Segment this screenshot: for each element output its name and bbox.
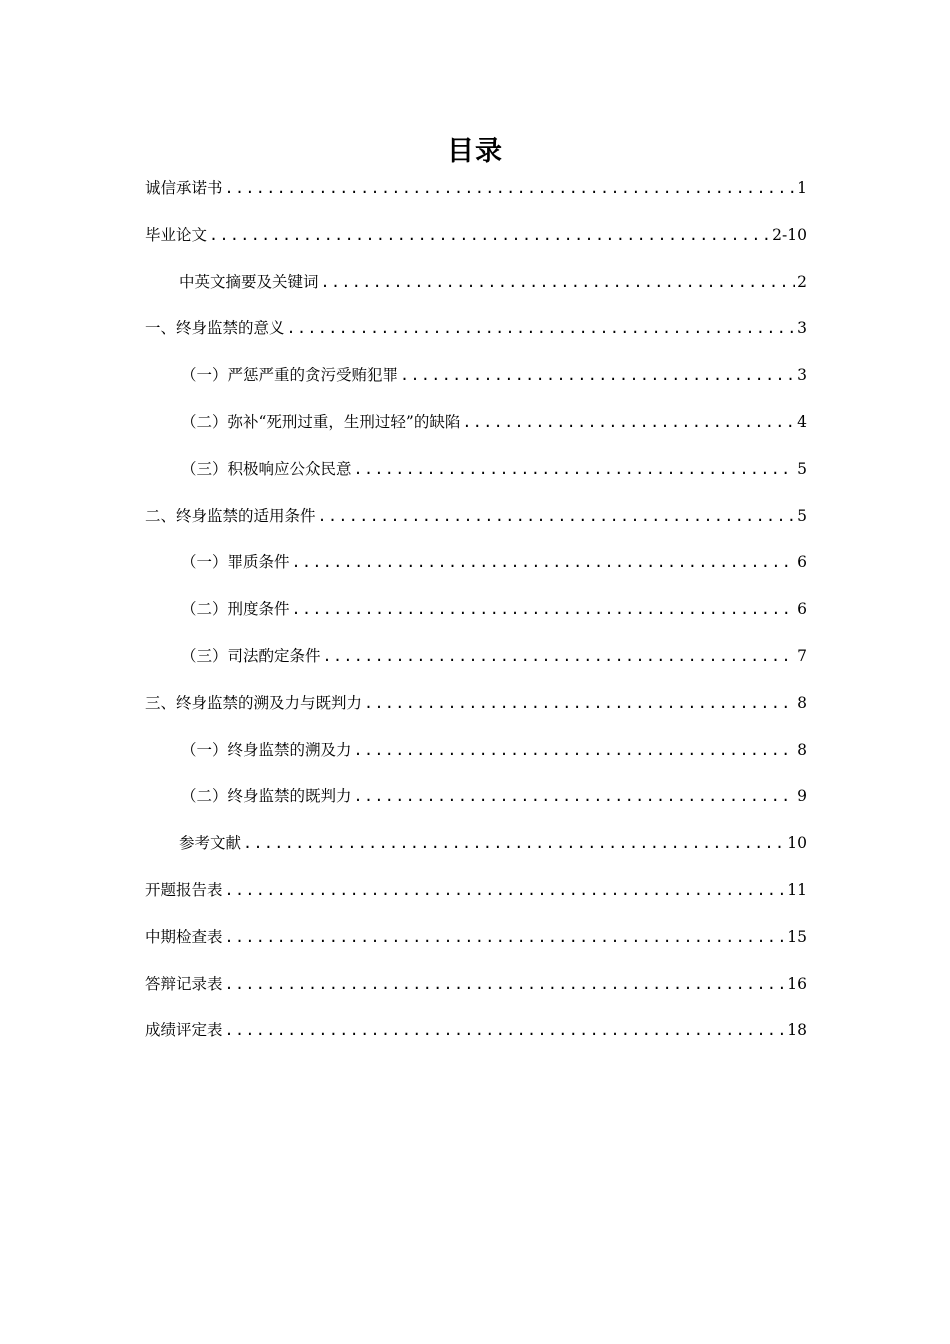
toc-dot-leader bbox=[318, 500, 796, 532]
toc-entry-page: 3 bbox=[797, 366, 807, 385]
toc-entry-page: 2 bbox=[797, 272, 807, 291]
toc-entry-label: 开题报告表 bbox=[145, 880, 223, 899]
toc-entry-page: 6 bbox=[797, 600, 807, 619]
toc-entry[interactable] bbox=[145, 172, 807, 219]
toc-entry[interactable] bbox=[145, 640, 807, 687]
toc-entry-label: （三）司法酌定条件 bbox=[181, 646, 321, 665]
toc-dot-leader bbox=[225, 1014, 786, 1046]
toc-list bbox=[145, 172, 807, 1061]
toc-entry-page: 3 bbox=[797, 319, 807, 338]
toc-entry-label: （二）刑度条件 bbox=[181, 600, 290, 619]
toc-entry[interactable] bbox=[145, 874, 807, 921]
toc-entry-label: （一）终身监禁的溯及力 bbox=[181, 740, 352, 759]
toc-entry-label: （一）罪质条件 bbox=[181, 553, 290, 572]
toc-entry-label: 毕业论文 bbox=[145, 225, 208, 244]
toc-entry[interactable] bbox=[145, 1014, 807, 1061]
toc-entry-label: 三、终身监禁的溯及力与既判力 bbox=[145, 693, 363, 712]
toc-entry-label: 答辩记录表 bbox=[145, 974, 223, 993]
toc-entry[interactable] bbox=[145, 687, 807, 734]
toc-entry-label: （二）终身监禁的既判力 bbox=[181, 787, 352, 806]
toc-entry-label: 中英文摘要及关键词 bbox=[179, 272, 319, 291]
toc-entry-page: 5 bbox=[797, 506, 807, 525]
toc-entry[interactable] bbox=[145, 500, 807, 547]
toc-entry-page: 18 bbox=[787, 1021, 807, 1040]
toc-dot-leader bbox=[354, 780, 796, 812]
toc-dot-leader bbox=[287, 312, 796, 344]
toc-entry[interactable] bbox=[145, 219, 807, 266]
toc-entry-label: （一）严惩严重的贪污受贿犯罪 bbox=[181, 366, 399, 385]
toc-entry[interactable] bbox=[145, 827, 807, 874]
toc-entry-page: 8 bbox=[797, 693, 807, 712]
toc-dot-leader bbox=[321, 266, 796, 298]
toc-dot-leader bbox=[225, 968, 786, 1000]
toc-entry[interactable] bbox=[145, 453, 807, 500]
toc-dot-leader bbox=[354, 453, 796, 485]
toc-entry[interactable] bbox=[145, 593, 807, 640]
toc-entry-page: 9 bbox=[797, 787, 807, 806]
toc-entry-page: 7 bbox=[797, 646, 807, 665]
toc-entry-page: 10 bbox=[787, 834, 807, 853]
toc-entry-label: 参考文献 bbox=[179, 834, 242, 853]
toc-entry[interactable] bbox=[145, 968, 807, 1015]
toc-dot-leader bbox=[225, 172, 796, 204]
toc-dot-leader bbox=[225, 874, 786, 906]
toc-entry-page: 15 bbox=[787, 927, 807, 946]
toc-dot-leader bbox=[292, 593, 796, 625]
toc-entry-page: 5 bbox=[797, 459, 807, 478]
toc-dot-leader bbox=[462, 406, 795, 438]
toc-entry[interactable] bbox=[145, 780, 807, 827]
toc-entry-page: 1 bbox=[797, 179, 807, 197]
toc-entry[interactable] bbox=[145, 546, 807, 593]
toc-dot-leader bbox=[400, 359, 795, 391]
toc-entry-page: 6 bbox=[797, 553, 807, 572]
toc-entry-page: 4 bbox=[797, 412, 807, 431]
toc-entry[interactable] bbox=[145, 406, 807, 453]
toc-entry-label: 一、终身监禁的意义 bbox=[145, 319, 285, 338]
toc-entry[interactable] bbox=[145, 312, 807, 359]
toc-entry[interactable] bbox=[145, 266, 807, 313]
toc-dot-leader bbox=[243, 827, 785, 859]
toc-entry-page: 8 bbox=[797, 740, 807, 759]
toc-title: 目录 bbox=[447, 136, 503, 167]
toc-entry[interactable] bbox=[145, 921, 807, 968]
toc-entry-page: 11 bbox=[787, 880, 807, 899]
toc-dot-leader bbox=[225, 921, 786, 953]
toc-entry-label: 二、终身监禁的适用条件 bbox=[145, 506, 316, 525]
toc-entry-label: 诚信承诺书 bbox=[145, 179, 223, 197]
toc-entry-label: 成绩评定表 bbox=[145, 1021, 223, 1040]
toc-dot-leader bbox=[354, 734, 796, 766]
toc-entry-page: 2-10 bbox=[772, 225, 807, 244]
toc-dot-leader bbox=[323, 640, 796, 672]
toc-dot-leader bbox=[292, 546, 796, 578]
toc-entry-label: （二）弥补“死刑过重，生刑过轻”的缺陷 bbox=[181, 412, 461, 431]
toc-entry-label: 中期检查表 bbox=[145, 927, 223, 946]
toc-entry[interactable] bbox=[145, 734, 807, 781]
toc-entry-page: 16 bbox=[787, 974, 807, 993]
toc-dot-leader bbox=[209, 219, 770, 251]
toc-dot-leader bbox=[364, 687, 795, 719]
toc-entry-label: （三）积极响应公众民意 bbox=[181, 459, 352, 478]
toc-entry[interactable] bbox=[145, 359, 807, 406]
